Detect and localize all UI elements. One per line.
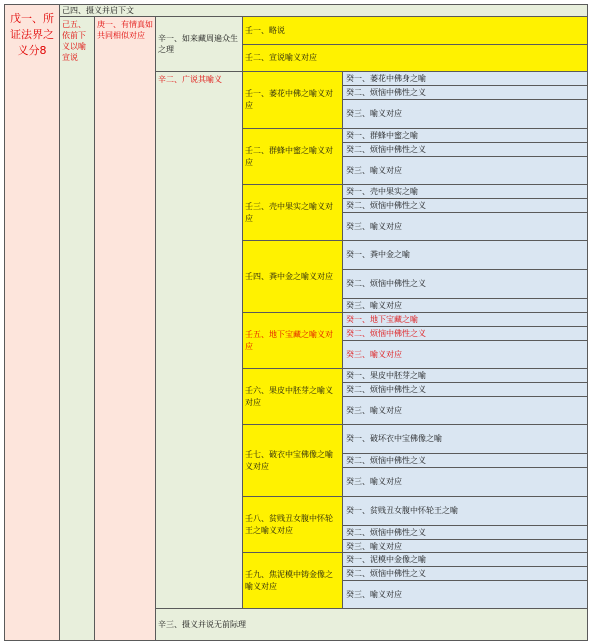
outline-gui-row: 癸二、烦恼中佛性之义 xyxy=(342,85,588,100)
outline-gui-row: 癸二、烦恼中佛性之义 xyxy=(342,142,588,157)
outline-level-ji5-cell: 己五、依前下义以喻宣说 xyxy=(59,16,95,641)
outline-gui-row: 癸二、烦恼中佛性之义 xyxy=(342,326,588,341)
outline-ren-group-title: 壬一、萎花中佛之喻义对应 xyxy=(242,71,343,129)
outline-xin1-item: 壬一、略说 xyxy=(242,16,588,45)
outline-gui-row: 癸一、泥模中金像之喻 xyxy=(342,552,588,567)
outline-gui-row: 癸二、烦恼中佛性之义 xyxy=(342,453,588,468)
outline-gui-row: 癸三、喻义对应 xyxy=(342,539,588,554)
outline-gui-row: 癸三、喻义对应 xyxy=(342,580,588,609)
outline-level-geng1-cell: 庚一、有情真如共同相似对应 xyxy=(94,16,156,641)
outline-root-cell: 戊一、所证法界之义分8 xyxy=(4,4,60,641)
outline-ren-group-title: 壬四、粪中金之喻义对应 xyxy=(242,240,343,313)
outline-gui-row: 癸一、群蜂中蜜之喻 xyxy=(342,128,588,143)
outline-gui-row: 癸一、果皮中胚芽之喻 xyxy=(342,368,588,383)
outline-gui-row: 癸二、烦恼中佛性之义 xyxy=(342,566,588,581)
outline-gui-row: 癸三、喻义对应 xyxy=(342,298,588,313)
outline-gui-row: 癸三、喻义对应 xyxy=(342,467,588,497)
outline-gui-row: 癸一、地下宝藏之喻 xyxy=(342,312,588,327)
outline-ren-group-title: 壬二、群蜂中蜜之喻义对应 xyxy=(242,128,343,185)
outline-gui-row: 癸一、萎花中佛身之喻 xyxy=(342,71,588,86)
outline-xin2-cell: 辛二、广说其喻义 xyxy=(155,71,243,609)
outline-ren-group-title: 壬八、贫贱丑女腹中怀轮王之喻义对应 xyxy=(242,496,343,554)
outline-xin3-cell: 辛三、摄义并说无前际理 xyxy=(155,608,588,641)
outline-gui-row: 癸一、破坏衣中宝佛像之喻 xyxy=(342,424,588,454)
outline-ren-group-title: 壬五、地下宝藏之喻义对应 xyxy=(242,312,343,369)
outline-ren-group-title: 壬六、果皮中胚芽之喻义对应 xyxy=(242,368,343,425)
outline-ren-group-title: 壬九、焦泥模中铸金像之喻义对应 xyxy=(242,552,343,609)
outline-xin1-cell: 辛一、如来藏周遍众生之理 xyxy=(155,16,243,72)
outline-gui-row: 癸三、喻义对应 xyxy=(342,99,588,129)
outline-gui-row: 癸二、烦恼中佛性之义 xyxy=(342,269,588,299)
outline-gui-row: 癸一、粪中金之喻 xyxy=(342,240,588,270)
outline-gui-row: 癸二、烦恼中佛性之义 xyxy=(342,525,588,540)
outline-gui-row: 癸二、烦恼中佛性之义 xyxy=(342,198,588,213)
outline-gui-row: 癸三、喻义对应 xyxy=(342,396,588,425)
outline-ren-group-title: 壬七、破衣中宝佛像之喻义对应 xyxy=(242,424,343,497)
outline-ren-group-title: 壬三、壳中果实之喻义对应 xyxy=(242,184,343,241)
outline-gui-row: 癸一、壳中果实之喻 xyxy=(342,184,588,199)
outline-gui-row: 癸二、烦恼中佛性之义 xyxy=(342,382,588,397)
outline-header-cell: 己四、摄义并启下文 xyxy=(59,4,588,17)
outline-gui-row: 癸三、喻义对应 xyxy=(342,212,588,241)
outline-xin1-item: 壬二、宣说喻义对应 xyxy=(242,44,588,72)
outline-gui-row: 癸三、喻义对应 xyxy=(342,156,588,185)
outline-gui-row: 癸三、喻义对应 xyxy=(342,340,588,369)
outline-gui-row: 癸一、贫贱丑女腹中怀轮王之喻 xyxy=(342,496,588,526)
